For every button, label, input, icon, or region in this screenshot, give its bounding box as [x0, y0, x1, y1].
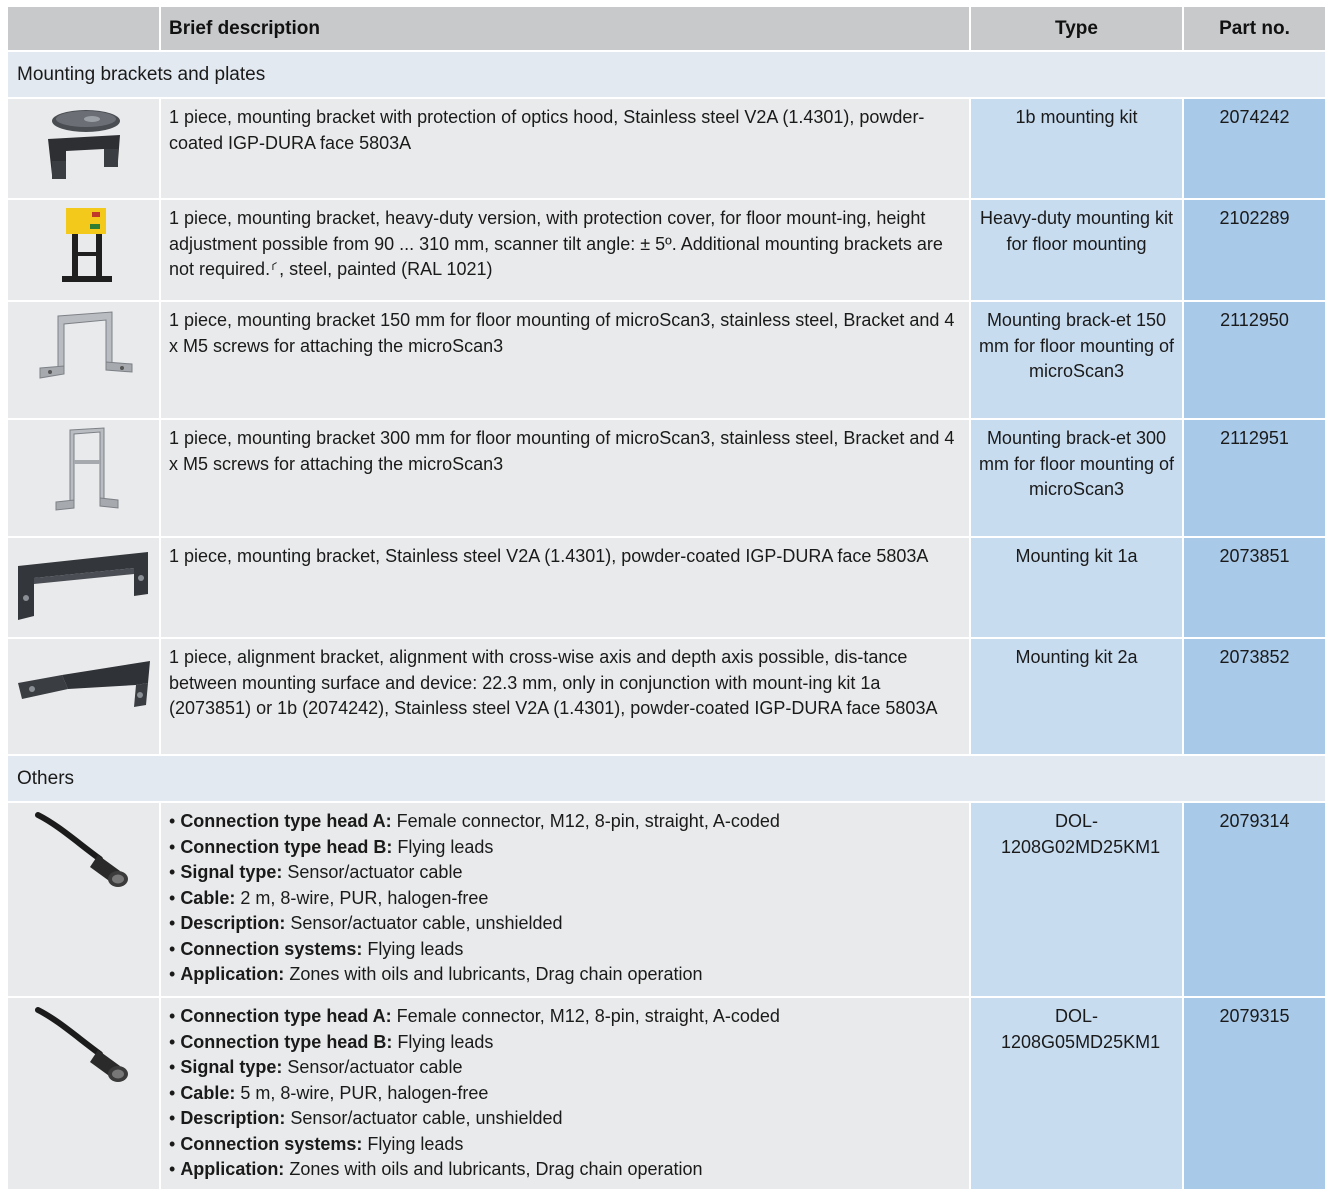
row-description — [161, 998, 969, 1189]
spec-item: • Description: Sensor/actuator cable, unshielded — [169, 1106, 961, 1132]
row-type: Mounting kit 1a — [971, 538, 1182, 637]
table-header — [8, 7, 1325, 50]
header-image-column — [8, 7, 159, 50]
spec-item: • Connection type head B: Flying leads — [169, 1030, 961, 1056]
product-image — [8, 200, 159, 300]
floor-bracket-300-icon — [8, 420, 159, 536]
row-part-no: 2073852 — [1184, 639, 1325, 754]
spec-item: • Cable: 2 m, 8-wire, PUR, halogen-free — [169, 886, 961, 912]
row-description: 1 piece, mounting bracket with protection of optics hood, Stainless steel V2A (1.4301), powder-coated IGP-DURA face 5803A — [161, 99, 969, 198]
row-type: DOL-1208G02MD25KM1 — [971, 803, 1182, 996]
spec-item: • Connection type head B: Flying leads — [169, 835, 961, 861]
m12-cable-connector-icon — [8, 998, 159, 1189]
row-type: Heavy-duty mounting kit for floor mounting — [971, 200, 1182, 300]
table-row — [8, 998, 1325, 1189]
m12-cable-connector-icon — [8, 803, 159, 996]
section-title: Mounting brackets and plates — [8, 52, 1325, 97]
table-row — [8, 200, 1325, 300]
mounting-bracket-1a-icon — [8, 538, 159, 637]
table-row — [8, 302, 1325, 418]
table-row — [8, 99, 1325, 198]
row-type: Mounting brack-et 150 mm for floor mounting of microScan3 — [971, 302, 1182, 418]
row-description: 1 piece, alignment bracket, alignment with cross-wise axis and depth axis possible, dis-tance between mounting surface and device: 22.3 mm, only in conjunction with mount-ing kit 1a (2073851) or 1b (2074242), Stainless steel V2A (1.4301), powder-coated IGP-DURA face 5803A — [161, 639, 969, 754]
row-description: 1 piece, mounting bracket 300 mm for floor mounting of microScan3, stainless steel, Bracket and 4 x M5 screws for attaching the microScan3 — [161, 420, 969, 536]
product-image — [8, 99, 159, 198]
spec-list — [169, 809, 961, 988]
table-row — [8, 420, 1325, 536]
table-row — [8, 803, 1325, 996]
row-part-no: 2074242 — [1184, 99, 1325, 198]
header-brief-description: Brief description — [161, 7, 969, 50]
product-image — [8, 538, 159, 637]
row-part-no: 2079314 — [1184, 803, 1325, 996]
row-description: 1 piece, mounting bracket 150 mm for floor mounting of microScan3, stainless steel, Bracket and 4 x M5 screws for attaching the microScan3 — [161, 302, 969, 418]
row-type: DOL-1208G05MD25KM1 — [971, 998, 1182, 1189]
row-part-no: 2112951 — [1184, 420, 1325, 536]
row-type: Mounting brack-et 300 mm for floor mounting of microScan3 — [971, 420, 1182, 536]
table-row — [8, 639, 1325, 754]
header-type: Type — [971, 7, 1182, 50]
product-image — [8, 639, 159, 754]
row-part-no: 2102289 — [1184, 200, 1325, 300]
row-description: 1 piece, mounting bracket, heavy-duty version, with protection cover, for floor mount-ing, height adjustment possible from 90 ... 310 mm, scanner tilt angle: ± 5º. Additional mounting brackets are not required.⸂, steel, painted (RAL 1021) — [161, 200, 969, 300]
table-row — [8, 538, 1325, 637]
product-image — [8, 420, 159, 536]
row-type: 1b mounting kit — [971, 99, 1182, 198]
spec-item: • Cable: 5 m, 8-wire, PUR, halogen-free — [169, 1081, 961, 1107]
product-image — [8, 302, 159, 418]
floor-bracket-150-icon — [8, 302, 159, 418]
product-image — [8, 998, 159, 1189]
row-description: 1 piece, mounting bracket, Stainless steel V2A (1.4301), powder-coated IGP-DURA face 5803A — [161, 538, 969, 637]
heavy-duty-floor-bracket-icon — [8, 200, 159, 300]
optics-hood-bracket-icon — [8, 99, 159, 198]
spec-item: • Connection type head A: Female connector, M12, 8-pin, straight, A-coded — [169, 1004, 961, 1030]
row-part-no: 2079315 — [1184, 998, 1325, 1189]
section-title: Others — [8, 756, 1325, 801]
spec-item: • Application: Zones with oils and lubricants, Drag chain operation — [169, 1157, 961, 1183]
spec-item: • Application: Zones with oils and lubricants, Drag chain operation — [169, 962, 961, 988]
spec-item: • Connection type head A: Female connector, M12, 8-pin, straight, A-coded — [169, 809, 961, 835]
spec-item: • Signal type: Sensor/actuator cable — [169, 1055, 961, 1081]
alignment-bracket-2a-icon — [8, 639, 159, 754]
row-part-no: 2112950 — [1184, 302, 1325, 418]
header-part-no: Part no. — [1184, 7, 1325, 50]
row-description — [161, 803, 969, 996]
spec-list — [169, 1004, 961, 1183]
spec-item: • Connection systems: Flying leads — [169, 937, 961, 963]
product-image — [8, 803, 159, 996]
row-type: Mounting kit 2a — [971, 639, 1182, 754]
spec-item: • Signal type: Sensor/actuator cable — [169, 860, 961, 886]
accessories-table — [8, 7, 1325, 1189]
spec-item: • Connection systems: Flying leads — [169, 1132, 961, 1158]
row-part-no: 2073851 — [1184, 538, 1325, 637]
spec-item: • Description: Sensor/actuator cable, unshielded — [169, 911, 961, 937]
